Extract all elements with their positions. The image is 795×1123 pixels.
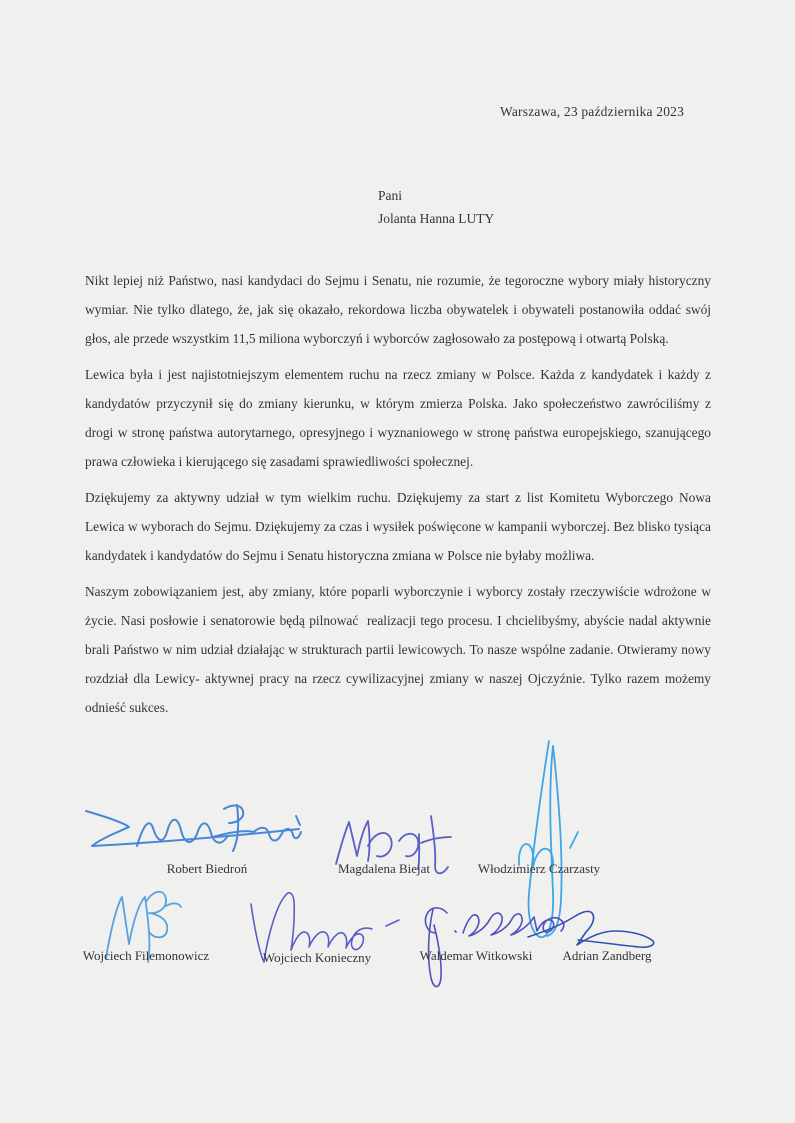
addressee-block xyxy=(378,184,494,230)
signatory-name-wojciech-filemonowicz: Wojciech Filemonowicz xyxy=(82,948,210,963)
addressee-name: Jolanta Hanna LUTY xyxy=(378,211,495,226)
signatory-name-waldemar-witkowski: Waldemar Witkowski xyxy=(419,948,533,963)
signatory-name-magdalena-biejat: Magdalena Biejat xyxy=(337,861,431,876)
paragraph-4: Naszym zobowiązaniem jest, aby zmiany, które poparli wyborczynie i wyborcy zostały rzeczywiście wdrożone w życie. Nasi posłowie i senatorowie będą pilnować realizacji tego procesu. I chcielibyśmy, abyście nadal aktywnie brali Państwo w nim udział działając w strukturach partii lewicowych. To nasze wspólne zadanie. Otwieramy nowy rozdział dla Lewicy- aktywnej pracy na rzecz cywilizacyjnej zmiany w naszej Ojczyźnie. Tylko razem możemy odnieść sukces. xyxy=(85,584,715,715)
addressee-salutation: Pani xyxy=(378,188,403,203)
signatory-name-wojciech-konieczny: Wojciech Konieczny xyxy=(262,950,372,965)
signature-adrian-zandberg-icon xyxy=(528,911,654,947)
signatory-name-adrian-zandberg: Adrian Zandberg xyxy=(562,948,652,963)
dateline: Warszawa, 23 października 2023 xyxy=(500,104,685,119)
paragraph-3: Dziękujemy za aktywny udział w tym wielkim ruchu. Dziękujemy za start z list Komitetu Wyborczego Nowa Lewica w wyborach do Sejmu. Dziękujemy za czas i wysiłek poświęcone w kampanii wyborczej. Bez blisko tysiąca kandydatek i kandydatów do Sejmu i Senatu historyczna zmiana w Polsce nie byłaby możliwa. xyxy=(85,490,715,563)
signature-wlodzimierz-czarzasty-icon xyxy=(519,741,578,937)
paragraph-1: Nikt lepiej niż Państwo, nasi kandydaci do Sejmu i Senatu, nie rozumie, że tegoroczne wybory miały historyczny wymiar. Nie tylko dlatego, że, jak się okazało, rekordowa liczba obywatelek i obywateli postanowiła oddać swój głos, ale przede wszystkim 11,5 miliona wyborczyń i wyborców zagłosowało za postępową i otwartą Polską. xyxy=(85,273,715,346)
signature-robert-biedron-icon xyxy=(86,805,301,851)
letter-body xyxy=(85,266,715,729)
paragraph-2: Lewica była i jest najistotniejszym elementem ruchu na rzecz zmiany w Polsce. Każda z kandydatek i każdy z kandydatów przyczynił się do zmiany kierunku, w którym zmierza Polska. Jako społeczeństwo zawróciliśmy z drogi w stronę państwa autorytarnego, opresyjnego i wyznaniowego w stronę państwa europejskiego, szanującego prawa człowieka i kierującego się zasadami sprawiedliwości społecznej. xyxy=(85,367,715,469)
signatory-name-robert-biedron: Robert Biedroń xyxy=(166,861,248,876)
signatory-name-wlodzimierz-czarzasty: Włodzimierz Czarzasty xyxy=(477,861,601,876)
